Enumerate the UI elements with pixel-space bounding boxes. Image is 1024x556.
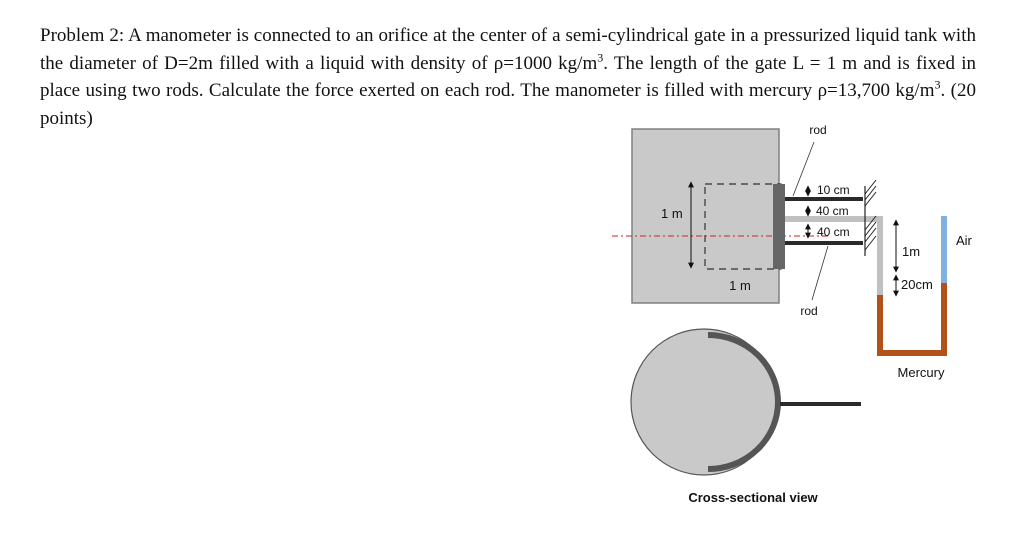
label-10cm: 10 cm [817, 183, 850, 197]
rod-lower [785, 241, 863, 245]
label-rod-bottom: rod [800, 304, 818, 318]
wall-hatch [865, 180, 876, 250]
gate-plate [773, 184, 785, 269]
mercury-column [880, 283, 944, 353]
problem-text-3: . (20 points) [40, 80, 976, 129]
superscript-1: 3 [597, 50, 604, 65]
label-air: Air [956, 233, 972, 248]
rod-upper [785, 197, 863, 201]
label-manometer-1m: 1m [902, 244, 921, 259]
label-gate-height: 1 m [661, 206, 683, 221]
problem-text-2: . The length of the gate L = 1 m and is fixed in place using two rods. Calculate the force exerted on each rod. The manometer is filled with mercury ρ=13,700 kg/m [40, 52, 976, 101]
label-40cm-a: 40 cm [816, 204, 849, 218]
rod-top-leader [793, 142, 814, 196]
label-gate-width: 1 m [729, 278, 751, 293]
problem-text-1: A manometer is connected to an orifice at the center of a semi-cylindrical gate in a pressurized liquid tank with the diameter of D=2m filled with a liquid with density of ρ=1000 kg/m [40, 25, 976, 74]
superscript-2: 3 [934, 77, 941, 92]
label-40cm-b: 40 cm [817, 225, 850, 239]
label-rod-top: rod [809, 123, 827, 137]
rod-bottom-leader [812, 246, 828, 300]
problem-heading: Problem 2: [40, 25, 125, 46]
label-mercury: Mercury [897, 365, 945, 380]
label-cross-section: Cross-sectional view [688, 490, 818, 505]
label-manometer-20cm: 20cm [901, 277, 933, 292]
